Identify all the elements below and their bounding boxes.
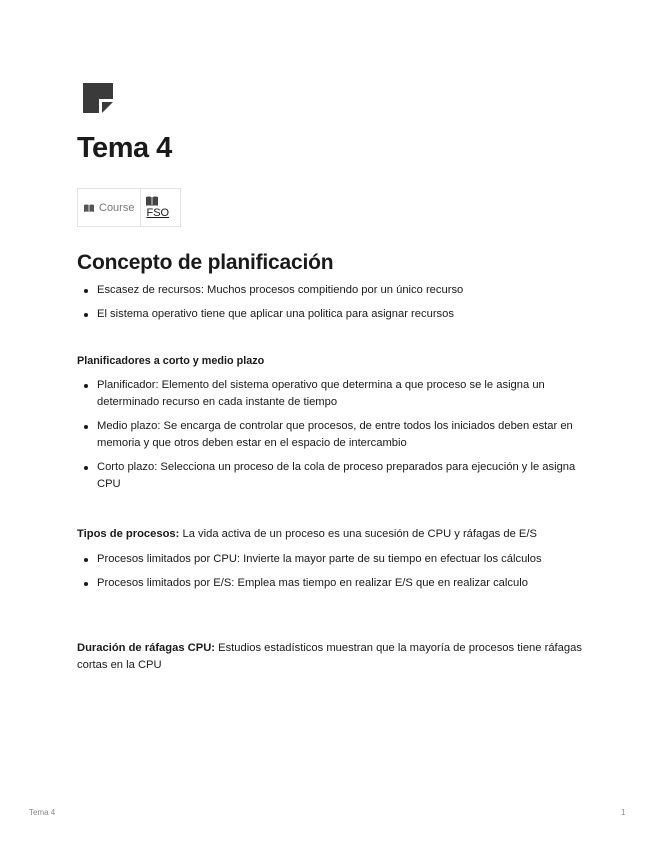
duracion-paragraph (77, 640, 587, 674)
page-number: 1 (621, 808, 626, 817)
footer-title: Tema 4 (29, 808, 56, 817)
property-key-label: Course (99, 201, 135, 214)
list-item: El sistema operativo tiene que aplicar una politica para asignar recursos (77, 306, 582, 323)
page-title: Tema 4 (77, 132, 172, 164)
property-key-course (78, 189, 141, 226)
book-icon (84, 204, 94, 212)
properties-table (77, 188, 181, 227)
tipos-text: La vida activa de un proceso es una sucesión de CPU y ráfagas de E/S (179, 528, 537, 540)
tipos-bullet-list (77, 551, 582, 592)
list-item: Corto plazo: Selecciona un proceso de la cola de proceso preparados para ejecución y le asigna CPU (77, 459, 582, 493)
book-icon (146, 196, 158, 206)
list-item: Escasez de recursos: Muchos procesos compitiendo por un único recurso (77, 282, 582, 299)
duracion-text: Estudios estadísticos muestran que la mayoría de procesos tiene ráfagas cortas en la CPU (77, 642, 582, 671)
property-value-fso[interactable] (141, 189, 180, 226)
list-item: Planificador: Elemento del sistema operativo que determina a que proceso se le asigna un determinado recurso en cada instante de tiempo (77, 377, 582, 411)
list-item: Procesos limitados por CPU: Invierte la mayor parte de su tiempo en efectuar los cálculos (77, 551, 582, 568)
duracion-label: Duración de ráfagas CPU: (77, 642, 216, 654)
list-item: Procesos limitados por E/S: Emplea mas tiempo en realizar E/S que en realizar calculo (77, 575, 582, 592)
section-title: Concepto de planificación (77, 251, 334, 274)
tipos-paragraph (77, 526, 587, 543)
tipos-label: Tipos de procesos: (77, 528, 180, 540)
page-icon (83, 83, 113, 113)
list-item: Medio plazo: Se encarga de controlar que procesos, de entre todos los iniciados deben estar en memoria y que otros deben estar en el espacio de intercambio (77, 418, 582, 452)
fso-link[interactable]: FSO (146, 207, 170, 219)
planificadores-bullet-list (77, 377, 582, 493)
planificacion-bullet-list (77, 282, 582, 323)
subsection-heading: Planificadores a corto y medio plazo (77, 355, 265, 367)
